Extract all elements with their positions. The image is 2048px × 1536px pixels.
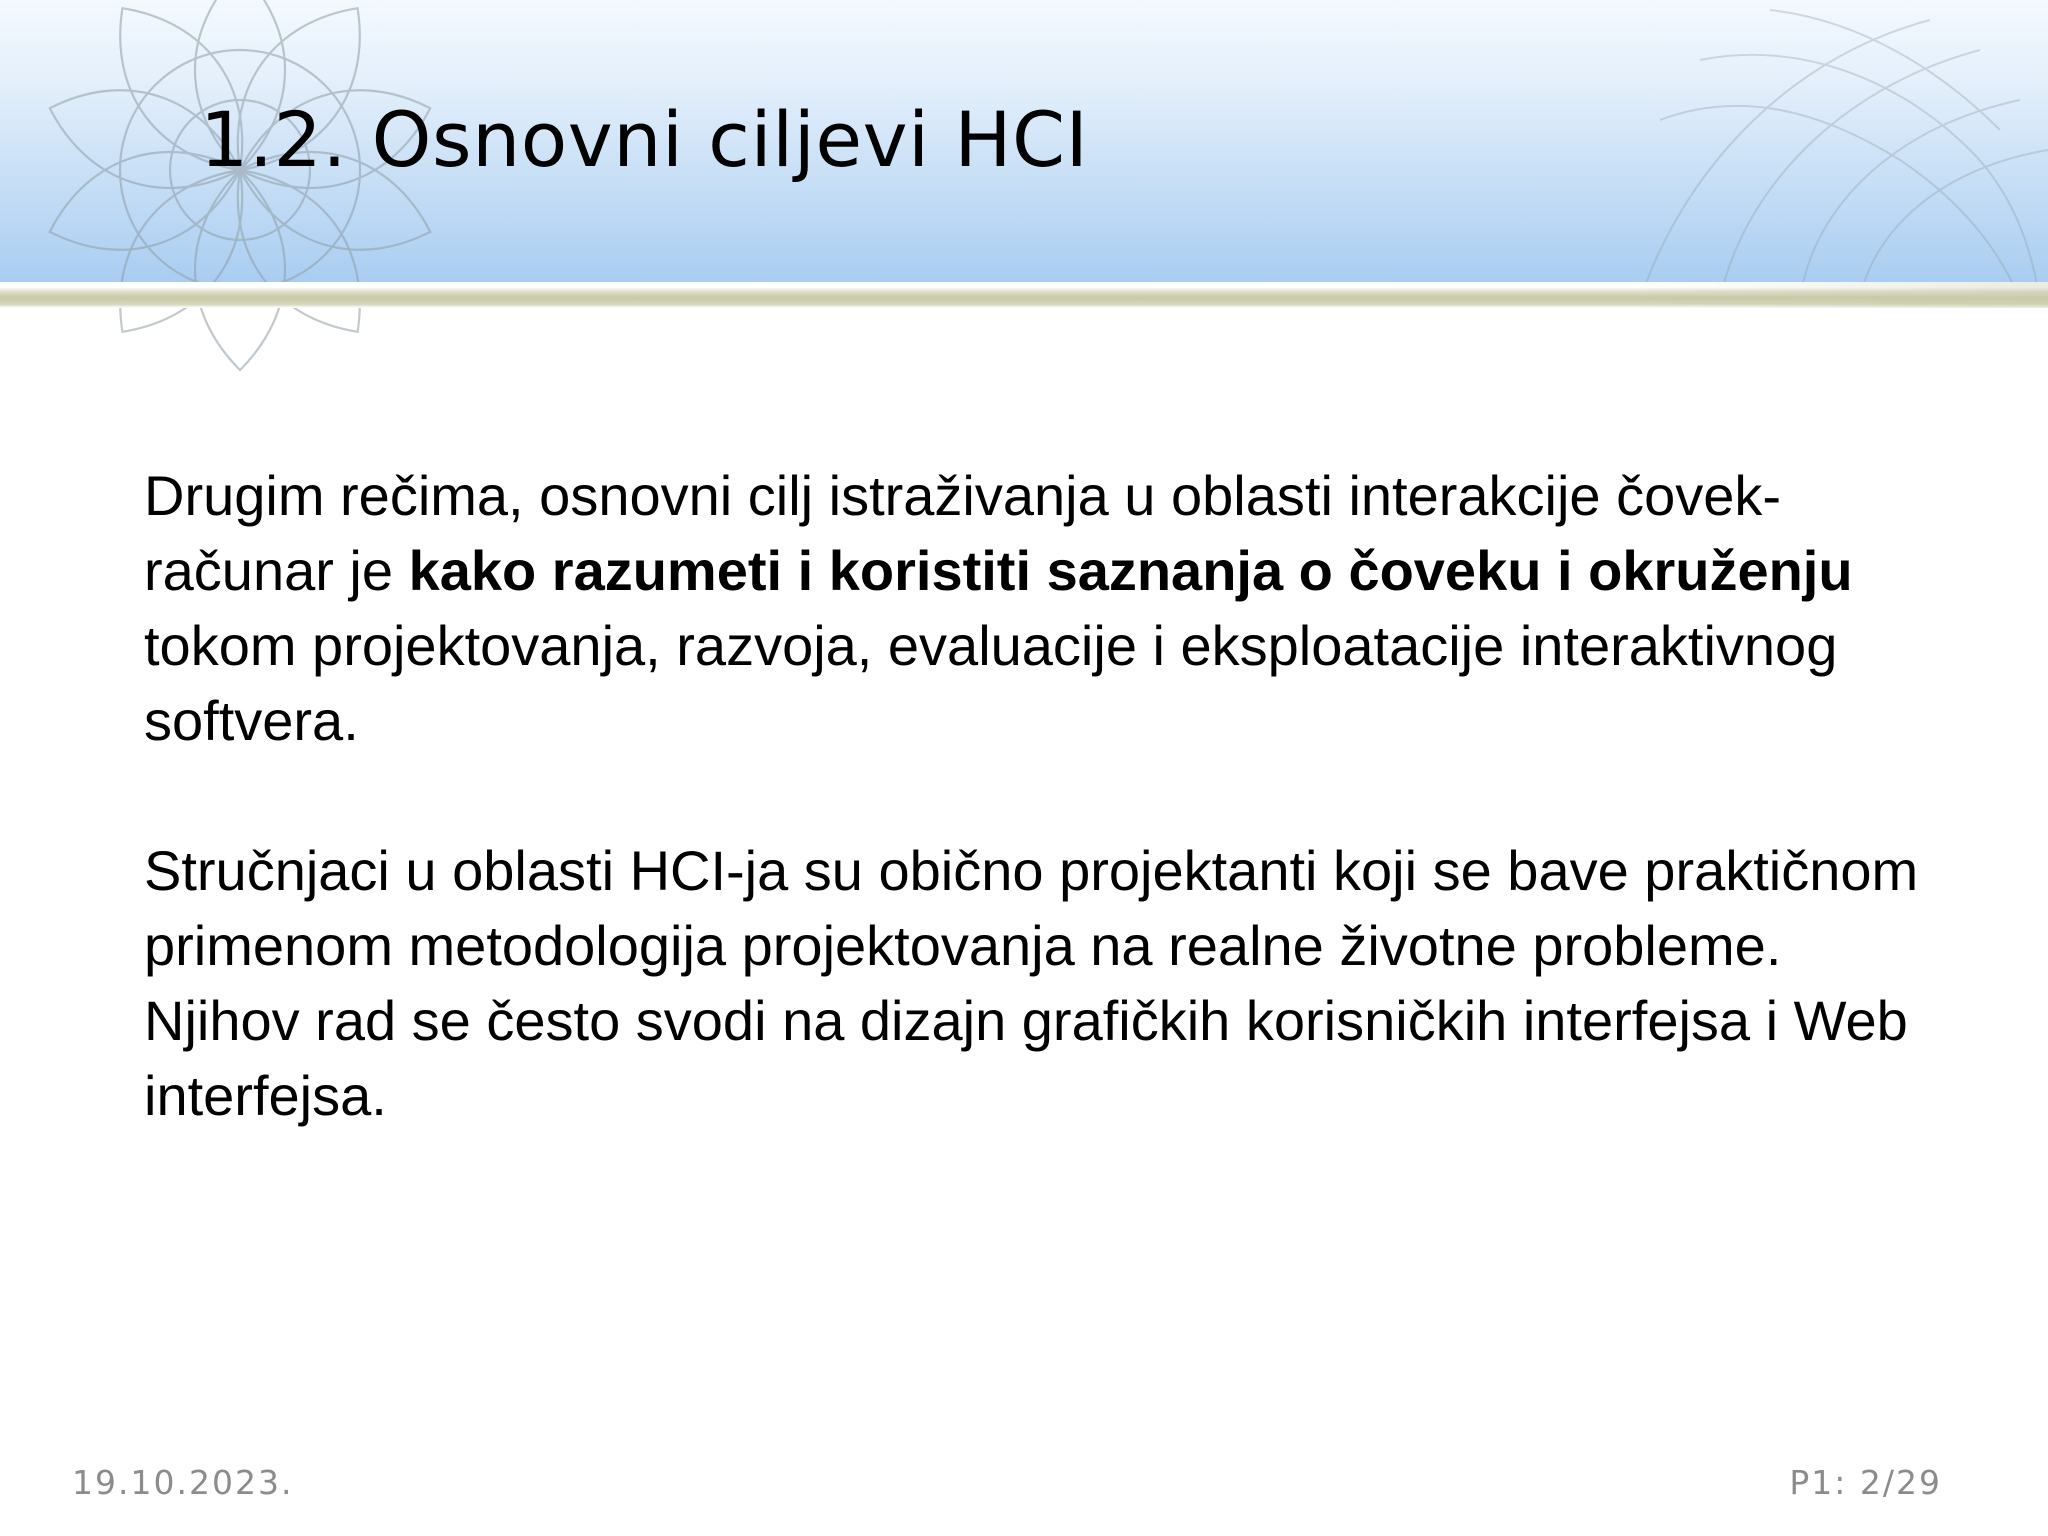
footer-date: 19.10.2023. (72, 1463, 294, 1502)
footer-page-number: P1: 2/29 (1789, 1463, 1942, 1502)
paragraph-goal-rest: tokom projektovanja, razvoja, evaluacije i eksploatacije interaktivnog softvera. (144, 614, 1838, 752)
paragraph-goal-intro: Drugim rečima, osnovni cilj istraživanja u oblasti interakcije čovek-računar je (144, 464, 1782, 602)
slide-title: 1.2. Osnovni ciljevi HCI (200, 95, 1089, 184)
leaf-ornament-icon (1600, 0, 2048, 300)
header-divider (0, 282, 2048, 308)
paragraph-goal-emphasis: kako razumeti i koristiti saznanja o čoveku i okruženju (408, 539, 1853, 602)
flower-ornament-icon (30, 0, 450, 380)
paragraph-experts: Stručnjaci u oblasti HCI-ja su obično projektanti koji se bave praktičnom primenom metodologija projektovanja na realne životne probleme. Njihov rad se često svodi na dizajn grafičkih korisničkih interfejsa i Web interfejsa. (144, 839, 1919, 1127)
paragraph-goal (144, 458, 1934, 758)
slide-body (144, 458, 1934, 1133)
